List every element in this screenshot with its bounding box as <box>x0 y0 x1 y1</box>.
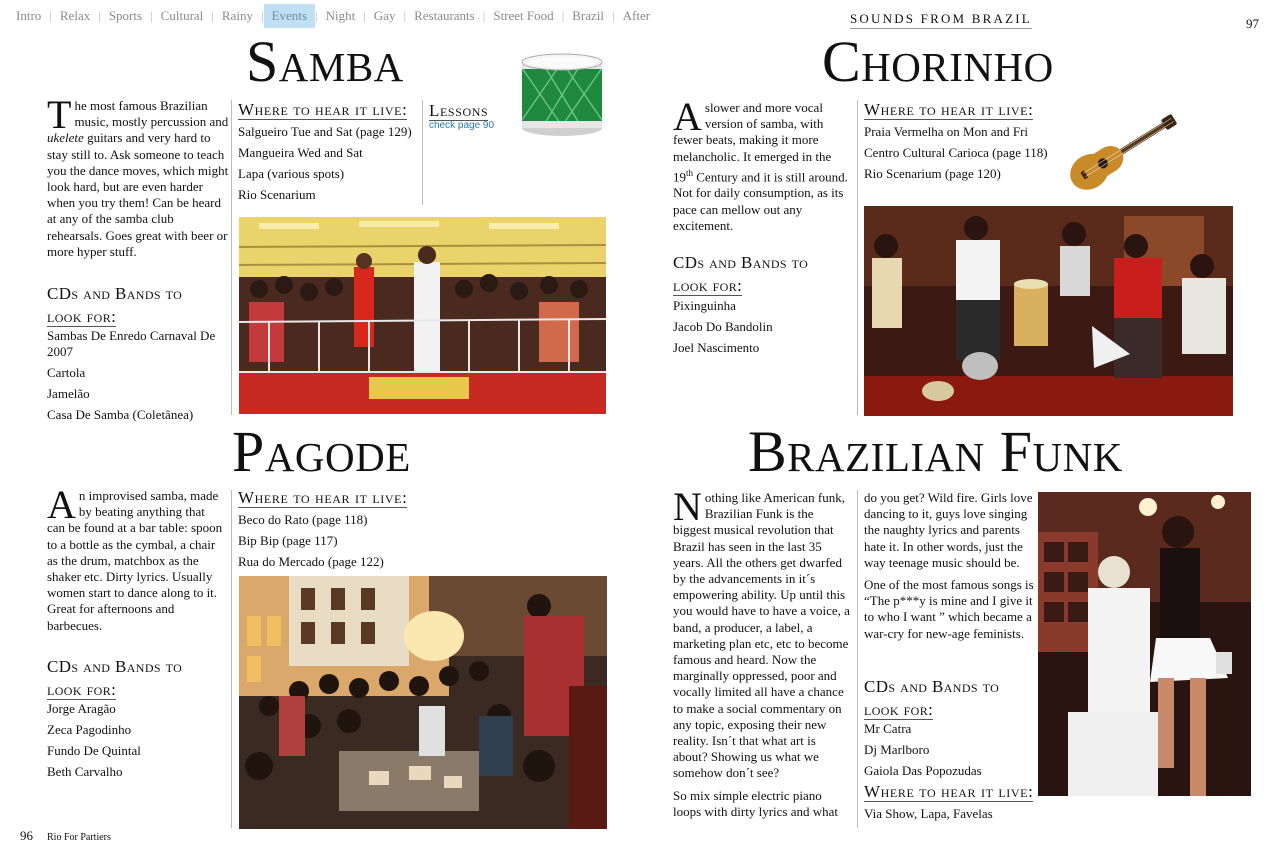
nav-item-relax[interactable]: Relax <box>59 8 91 23</box>
list-item: Via Show, Lapa, Favelas <box>864 806 993 821</box>
nav-separator: | <box>482 8 486 23</box>
list-item: Jorge Aragão <box>47 701 116 716</box>
samba-where-list <box>238 124 418 208</box>
nav-item-cultural[interactable]: Cultural <box>160 8 204 23</box>
nav-item-night[interactable]: Night <box>325 8 356 23</box>
list-item: Rua do Mercado (page 122) <box>238 554 384 569</box>
funk-cds-list <box>864 721 1034 784</box>
samba-photo <box>239 217 606 414</box>
pagode-intro: An improvised samba, made by beating anything that can be found at a bar table: spoon to a bottle as the cymbal, a chair as the drum, matchbox as the shaker etc. Dirty lyrics. Usually women start to dance along to it. Great for afternoons and barbecues. <box>47 482 223 633</box>
pagode-where-list <box>238 512 438 575</box>
nav-item-after[interactable]: After <box>622 8 651 23</box>
funk-col1: Nothing like American funk, Brazilian Funk is the biggest musical revolution that Brazil has seen in the last 35 years. All the others get dwarfed by the advancements in it´s empowering ability. Up until this you would have to have a voice, a band, a producer, a label, a marketing plan etc, etc to become famous and heard. Now the marginally oppressed, poor and vocally limited all have a chance to make a social commentary on any topic, exposing their new reality. Isn´t that what art is about? Showing us what we somehow don´t see? So mix simple electric piano loops with dirty lyrics and what <box>673 484 850 819</box>
samba-cds-list <box>47 328 217 428</box>
funk-col2: do you get? Wild fire. Girls love dancing to it, guys love singing the naughty lyrics and parents hate it. In other words, just the way teenage music should be. One of the most famous songs is “The p***y is mine and I give it to who I want ” which became a war-cry for new-age feminists. <box>864 490 1034 641</box>
divider <box>422 100 423 205</box>
nav-separator: | <box>49 8 52 23</box>
list-item: Fundo De Quintal <box>47 743 141 758</box>
funk-where-heading: Where to hear it live: <box>864 782 1034 801</box>
nav-item-street-food[interactable]: Street Food <box>493 8 554 23</box>
list-item: Dj Marlboro <box>864 742 930 757</box>
footer-title: Rio For Partiers <box>47 832 111 843</box>
chorinho-photo <box>864 206 1233 416</box>
list-item: Gaiola Das Popozudas <box>864 763 982 778</box>
divider <box>857 490 858 828</box>
list-item: Salgueiro Tue and Sat (page 129) <box>238 124 412 139</box>
list-item: Jacob Do Bandolin <box>673 319 773 334</box>
divider <box>231 100 232 415</box>
lessons-heading: Lessons <box>429 101 489 120</box>
guitar-icon <box>1062 106 1184 198</box>
page-number-left: 96 <box>20 828 33 843</box>
chorinho-title: Chorinho <box>822 29 1054 94</box>
list-item: Mr Catra <box>864 721 912 736</box>
list-item: Beth Carvalho <box>47 764 123 779</box>
samba-intro: The most famous Brazilian music, mostly percussion and ukelete guitars and very hard to stay still to. Ask someone to teach you the dance moves, which might look hard, but are even harder when you try them! Can be heard at any of the samba club rehearsals. Goes great with beer or more hyper stuff. <box>47 92 229 259</box>
drum-icon <box>516 48 608 140</box>
section-nav <box>8 4 658 28</box>
list-item: Bip Bip (page 117) <box>238 533 338 548</box>
pagode-cds-list <box>47 701 217 785</box>
samba-where-heading: Where to hear it live: <box>238 100 408 119</box>
nav-separator: | <box>403 8 407 23</box>
pagode-where-heading: Where to hear it live: <box>238 488 408 507</box>
samba-cds-heading: CDs and Bands to look for: <box>47 284 183 326</box>
nav-separator: | <box>363 8 366 23</box>
list-item: Jamelão <box>47 386 90 401</box>
chorinho-cds-list <box>673 298 843 361</box>
list-item: Casa De Samba (Coletânea) <box>47 407 194 422</box>
header-title: SOUNDS FROM BRAZIL <box>850 11 1032 29</box>
divider <box>857 100 858 415</box>
list-item: Centro Cultural Carioca (page 118) <box>864 145 1048 160</box>
samba-title: Samba <box>246 29 404 94</box>
nav-item-sports[interactable]: Sports <box>108 8 143 23</box>
nav-separator: | <box>260 8 264 23</box>
chorinho-where-heading: Where to hear it live: <box>864 100 1034 119</box>
nav-separator: | <box>314 8 318 23</box>
list-item: Cartola <box>47 365 86 380</box>
funk-photo <box>1038 492 1251 796</box>
funk-where-list <box>864 806 1054 827</box>
nav-separator: | <box>98 8 101 23</box>
list-item: Lapa (various spots) <box>238 166 345 181</box>
list-item: Zeca Pagodinho <box>47 722 132 737</box>
nav-separator: | <box>150 8 153 23</box>
list-item: Sambas De Enredo Carnaval De 2007 <box>47 328 216 359</box>
lessons-link[interactable]: check page 90 <box>429 120 495 131</box>
chorinho-intro: Aslower and more vocal version of samba, with fewer beats, making it more melancholic. It emerged in the 19th Century and it is still around. Not for daily consumption, as its pace can mellow out any excitement. <box>673 94 848 233</box>
funk-title: Brazilian Funk <box>748 419 1123 484</box>
list-item: Rio Scenarium <box>238 187 316 202</box>
nav-item-events[interactable]: Events <box>264 4 315 28</box>
pagode-cds-heading: CDs and Bands to look for: <box>47 657 183 699</box>
list-item: Beco do Rato (page 118) <box>238 512 368 527</box>
list-item: Joel Nascimento <box>673 340 760 355</box>
list-item: Praia Vermelha on Mon and Fri <box>864 124 1029 139</box>
divider <box>231 490 232 828</box>
list-item: Pixinguinha <box>673 298 736 313</box>
nav-item-rainy[interactable]: Rainy <box>221 8 253 23</box>
nav-item-restaurants[interactable]: Restaurants <box>414 8 475 23</box>
nav-separator: | <box>211 8 214 23</box>
chorinho-cds-heading: CDs and Bands to look for: <box>673 253 809 295</box>
pagode-title: Pagode <box>232 419 411 484</box>
list-item: Mangueira Wed and Sat <box>238 145 363 160</box>
list-item: Rio Scenarium (page 120) <box>864 166 1001 181</box>
pagode-photo <box>239 576 607 829</box>
nav-separator: | <box>561 8 565 23</box>
nav-separator: | <box>612 8 615 23</box>
nav-item-intro[interactable]: Intro <box>16 8 42 23</box>
page-number-right: 97 <box>1246 16 1259 31</box>
funk-cds-heading: CDs and Bands to look for: <box>864 677 1000 719</box>
nav-item-brazil[interactable]: Brazil <box>572 8 605 23</box>
nav-item-gay[interactable]: Gay <box>373 8 396 23</box>
chorinho-where-list <box>864 124 1054 187</box>
